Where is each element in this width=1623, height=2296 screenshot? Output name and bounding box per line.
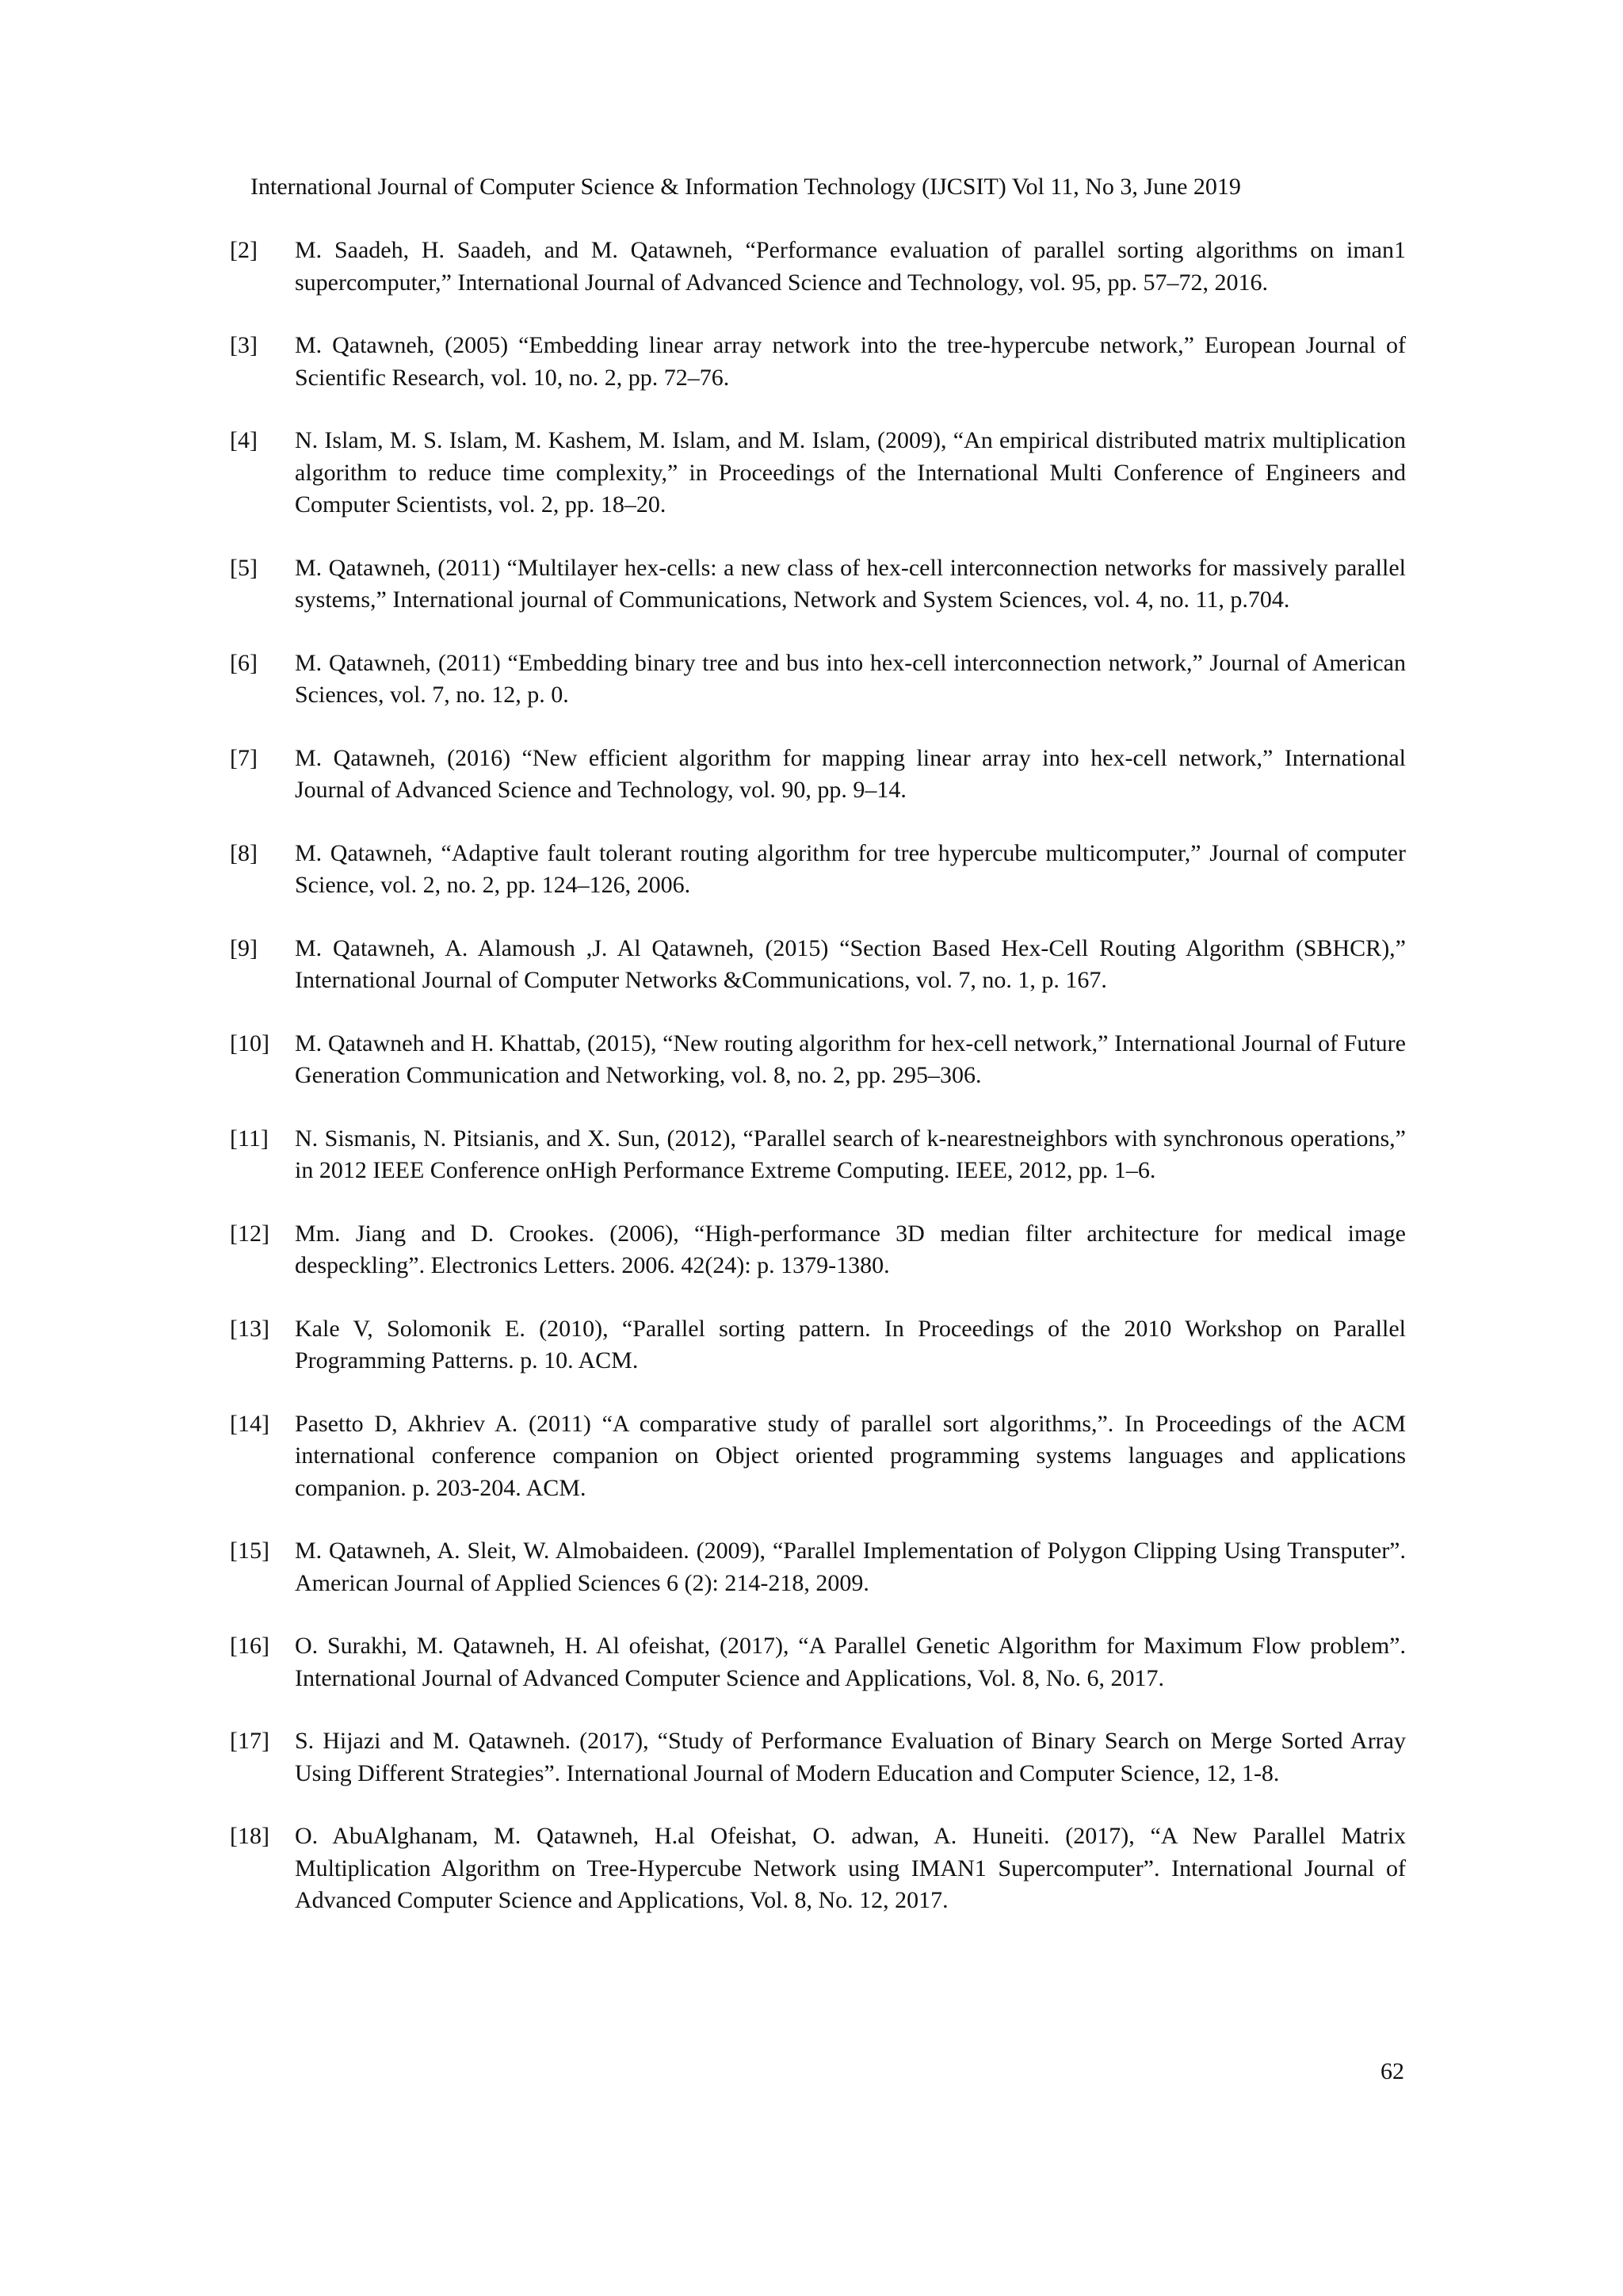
- reference-number: [8]: [230, 839, 258, 866]
- reference-text: M. Qatawneh, A. Alamoush ,J. Al Qatawneh, (2015) “Section Based Hex-Cell Routing Algorithm (SBHCR),” International Journal of Computer Networks &Communications, vol. 7, no. 1, p. 167.: [295, 934, 1406, 993]
- reference-text: M. Qatawneh, (2005) “Embedding linear array network into the tree-hypercube network,” European Journal of Scientific Research, vol. 10, no. 2, pp. 72–76.: [295, 332, 1406, 391]
- reference-number: [4]: [230, 427, 258, 453]
- reference-text: O. Surakhi, M. Qatawneh, H. Al ofeishat, (2017), “A Parallel Genetic Algorithm for Maximum Flow problem”. International Journal of Advanced Computer Science and Applications, Vol. 8, No. 6, 2017.: [295, 1633, 1406, 1691]
- reference-text: M. Qatawneh and H. Khattab, (2015), “New routing algorithm for hex-cell network,” International Journal of Future Generation Communication and Networking, vol. 8, no. 2, pp. 295–306.: [295, 1030, 1406, 1088]
- reference-item: [230, 552, 1406, 617]
- reference-text: M. Qatawneh, (2011) “Embedding binary tree and bus into hex-cell interconnection network,” Journal of American Sciences, vol. 7, no. 12, p. 0.: [295, 649, 1406, 708]
- reference-text: M. Qatawneh, (2011) “Multilayer hex-cells: a new class of hex-cell interconnection networks for massively parallel systems,” International journal of Communications, Network and System Sciences, vol. 4, no. 11, p.704.: [295, 554, 1406, 613]
- reference-item: [230, 1123, 1406, 1187]
- reference-item: [230, 743, 1406, 807]
- reference-item: [230, 330, 1406, 394]
- reference-number: [10]: [230, 1030, 269, 1056]
- reference-item: [230, 648, 1406, 712]
- reference-item: [230, 1028, 1406, 1092]
- reference-number: [18]: [230, 1823, 269, 1849]
- reference-number: [12]: [230, 1220, 269, 1247]
- running-header: International Journal of Computer Science & Information Technology (IJCSIT) Vol 11, No 3, June 2019: [250, 174, 1241, 200]
- page-number: 62: [1381, 2058, 1404, 2084]
- reference-number: [2]: [230, 237, 258, 263]
- reference-item: [230, 838, 1406, 902]
- reference-item: [230, 1725, 1406, 1790]
- reference-number: [7]: [230, 744, 258, 771]
- reference-number: [16]: [230, 1633, 269, 1659]
- reference-number: [13]: [230, 1315, 269, 1342]
- reference-text: M. Qatawneh, (2016) “New efficient algorithm for mapping linear array into hex-cell network,” International Journal of Advanced Science and Technology, vol. 90, pp. 9–14.: [295, 744, 1406, 803]
- reference-item: [230, 235, 1406, 299]
- reference-number: [9]: [230, 934, 258, 961]
- reference-item: [230, 1313, 1406, 1377]
- reference-number: [6]: [230, 649, 258, 676]
- reference-list: [230, 235, 1406, 1948]
- reference-text: N. Sismanis, N. Pitsianis, and X. Sun, (2012), “Parallel search of k-nearestneighbors with synchronous operations,” in 2012 IEEE Conference onHigh Performance Extreme Computing. IEEE, 2012, pp. 1–6.: [295, 1125, 1406, 1183]
- reference-text: M. Qatawneh, “Adaptive fault tolerant routing algorithm for tree hypercube multicomputer,” Journal of computer Science, vol. 2, no. 2, pp. 124–126, 2006.: [295, 839, 1406, 898]
- reference-item: [230, 1535, 1406, 1599]
- reference-text: O. AbuAlghanam, M. Qatawneh, H.al Ofeishat, O. adwan, A. Huneiti. (2017), “A New Parallel Matrix Multiplication Algorithm on Tree-Hypercube Network using IMAN1 Supercomputer”. International Journal of Advanced Computer Science and Applications, Vol. 8, No. 12, 2017.: [295, 1823, 1406, 1913]
- reference-item: [230, 1218, 1406, 1282]
- reference-item: [230, 425, 1406, 521]
- reference-number: [3]: [230, 332, 258, 358]
- reference-text: M. Saadeh, H. Saadeh, and M. Qatawneh, “Performance evaluation of parallel sorting algorithms on iman1 supercomputer,” International Journal of Advanced Science and Technology, vol. 95, pp. 57–72, 2016.: [295, 237, 1406, 296]
- reference-text: M. Qatawneh, A. Sleit, W. Almobaideen. (2009), “Parallel Implementation of Polygon Clipping Using Transputer”. American Journal of Applied Sciences 6 (2): 214-218, 2009.: [295, 1538, 1406, 1596]
- reference-text: Kale V, Solomonik E. (2010), “Parallel sorting pattern. In Proceedings of the 2010 Workshop on Parallel Programming Patterns. p. 10. ACM.: [295, 1315, 1406, 1373]
- reference-item: [230, 1630, 1406, 1694]
- reference-number: [14]: [230, 1410, 269, 1437]
- reference-item: [230, 1408, 1406, 1505]
- reference-item: [230, 1820, 1406, 1917]
- reference-number: [5]: [230, 554, 258, 581]
- reference-text: N. Islam, M. S. Islam, M. Kashem, M. Islam, and M. Islam, (2009), “An empirical distributed matrix multiplication algorithm to reduce time complexity,” in Proceedings of the International Multi Conference of Engineers and Computer Scientists, vol. 2, pp. 18–20.: [295, 427, 1406, 518]
- reference-number: [17]: [230, 1728, 269, 1754]
- reference-number: [15]: [230, 1538, 269, 1564]
- reference-text: S. Hijazi and M. Qatawneh. (2017), “Study of Performance Evaluation of Binary Search on Merge Sorted Array Using Different Strategies”. International Journal of Modern Education and Computer Science, 12, 1-8.: [295, 1728, 1406, 1786]
- reference-text: Mm. Jiang and D. Crookes. (2006), “High-performance 3D median filter architecture for medical image despeckling”. Electronics Letters. 2006. 42(24): p. 1379-1380.: [295, 1220, 1406, 1278]
- reference-text: Pasetto D, Akhriev A. (2011) “A comparative study of parallel sort algorithms,”. In Proceedings of the ACM international conference companion on Object oriented programming systems languages and applications companion. p. 203-204. ACM.: [295, 1410, 1406, 1501]
- reference-item: [230, 933, 1406, 997]
- reference-number: [11]: [230, 1125, 269, 1152]
